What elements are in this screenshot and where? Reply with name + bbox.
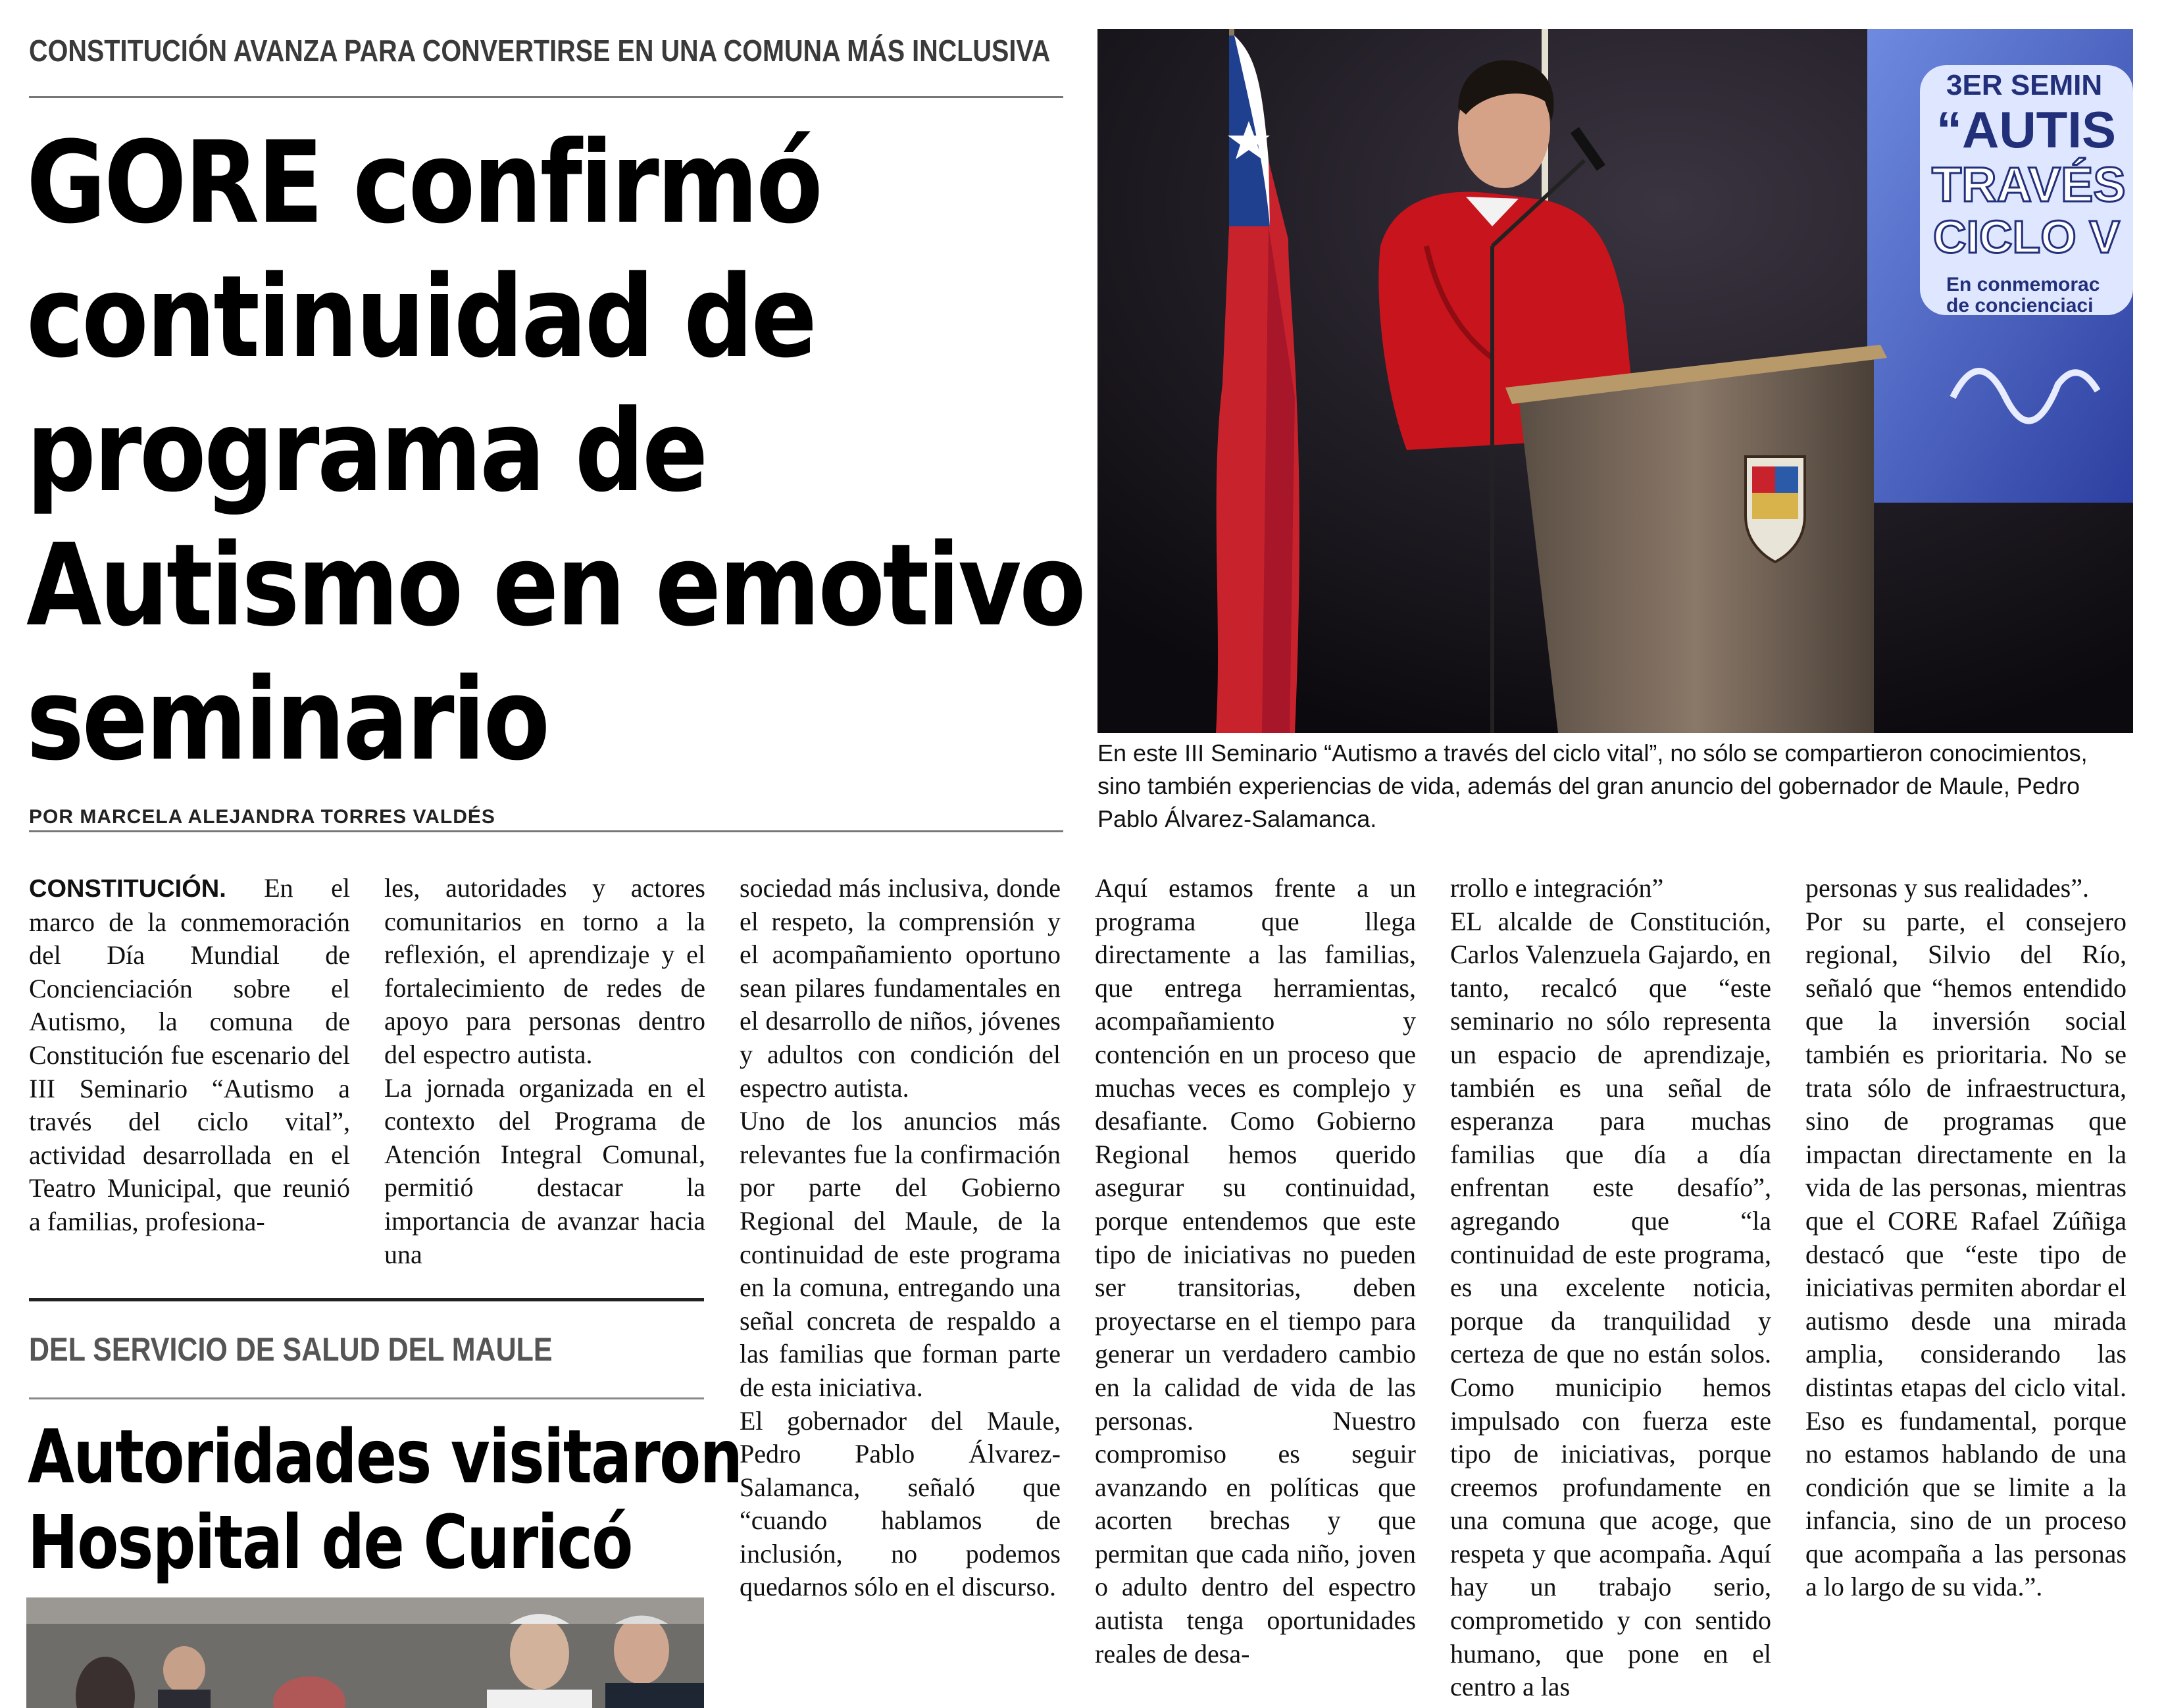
body-paragraph: La jornada organizada en el contexto del Programa de Atención Integral Comunal, permitió destacar la importancia de avanzar hacia una: [384, 1072, 705, 1269]
banner-line: CICLO V: [1933, 211, 2120, 263]
byline: POR MARCELA ALEJANDRA TORRES VALDÉS: [29, 806, 495, 828]
body-paragraph: Por su parte, el consejero regional, Silvio del Río, señaló que “hemos entendido que la inversión social también es prioritaria. No se trata sólo de infraestructura, sino de programas que impactan directamente en la vida de las personas, mientras que el CORE Rafael Zúñiga destacó que “este tipo de iniciativas permiten abordar el autismo desde una mirada amplia, considerando las distintas etapas del ciclo vital. Eso es fundamental, porque no estamos hablando de una condición que se limite a la infancia, sino de un proceso que acompaña a las personas a lo largo de su vida.”.: [1805, 906, 2127, 1602]
banner-line: En conmemorac: [1946, 274, 2100, 295]
second-article-photo: [26, 1597, 704, 1708]
body-column-3: [740, 872, 1061, 1604]
body-paragraph: sociedad más inclusiva, donde el respeto, la comprensión y el acompañamiento oportuno sean pilares fundamentales en el desarrollo de niños, jóvenes y adultos con condición del espectro autista.: [740, 873, 1061, 1103]
article-kicker: CONSTITUCIÓN AVANZA PARA CONVERTIRSE EN UNA COMUNA MÁS INCLUSIVA: [29, 34, 1051, 68]
article-headline: [26, 116, 1084, 787]
body-paragraph: El gobernador del Maule, Pedro Pablo Álvarez-Salamanca, señaló que “cuando hablamos de inclusión, no podemos quedarnos sólo en el discurso.: [740, 1405, 1061, 1602]
headline-line: GORE confirmó: [26, 116, 821, 249]
second-article-kicker: DEL SERVICIO DE SALUD DEL MAULE: [29, 1331, 553, 1368]
body-paragraph: personas y sus realidades”.: [1805, 873, 2089, 903]
headline-line: Autoridades visitaron: [28, 1415, 742, 1500]
headline-line: Autismo en emotivo: [26, 519, 1084, 651]
second-article-headline: [28, 1415, 742, 1586]
second-article-top-rule: [29, 1298, 704, 1301]
podium-image: [1505, 345, 1887, 733]
banner-line: TRAVÉS: [1932, 157, 2126, 212]
headline-line: continuidad de: [26, 251, 815, 383]
dateline: CONSTITUCIÓN.: [29, 875, 226, 903]
banner-line: “AUTIS: [1936, 101, 2116, 159]
article-photo: [1097, 29, 2133, 733]
municipal-crest-icon: [1746, 457, 1805, 562]
body-paragraph: rrollo e integración”: [1450, 873, 1664, 903]
kicker-rule: [29, 96, 1063, 98]
headline-line: programa de: [26, 385, 706, 517]
banner-line: de concienciaci: [1946, 295, 2094, 316]
body-column-4: [1095, 872, 1416, 1670]
banner-line: 3ER SEMIN: [1946, 69, 2103, 101]
byline-rule: [29, 830, 1063, 832]
body-column-5: [1450, 872, 1771, 1704]
body-column-6: [1805, 872, 2127, 1604]
paragraph-text: En el marco de la conmemoración del Día Mundial de Concienciación sobre el Autismo, la comuna de Constitución fue escenario del III Seminario “Autismo a través del ciclo vital”, actividad desarrollada en el Teatro Municipal, que reunió a familias, profesiona-: [29, 873, 350, 1236]
body-paragraph: Aquí estamos frente a un programa que llega directamente a las familias, que entrega herramientas, acompañamiento y contención en un proceso que muchas veces es complejo y desafiante. Como Gobierno Regional hemos querido asegurar su continuidad, porque entendemos que este tipo de iniciativas no pueden ser transitorias, deben proyectarse en el tiempo para generar un verdadero cambio en la calidad de vida de las personas. Nuestro compromiso es seguir avanzando en políticas que acorten brechas y que permitan que cada niño, joven o adulto dentro del espectro autista tenga oportunidades reales de desa-: [1095, 873, 1416, 1669]
body-paragraph: EL alcalde de Constitución, Carlos Valenzuela Gajardo, en tanto, recalcó que “este seminario no sólo representa un espacio de aprendizaje, también es una señal de esperanza para muchas familias que día a día enfrentan este desafío”, agregando que “la continuidad de este programa, es una excelente noticia, porque da tranquilidad y certeza de que no están solos. Como municipio hemos impulsado con fuerza este tipo de iniciativas, porque creemos profundamente en una comuna que acoge, que respeta y que acompaña. Aquí hay un trabajo serio, comprometido y con sentido humano, que pone en el centro a las: [1450, 906, 1771, 1702]
photo-caption: En este III Seminario “Autismo a través del ciclo vital”, no sólo se compartieron conocimientos, sino también experiencias de vida, además del gran anuncio del gobernador de Maule, Pedro Pablo Álvarez-Salamanca.: [1097, 740, 2088, 832]
body-paragraph: [29, 872, 350, 1239]
headline-line: seminario: [26, 653, 548, 786]
second-kicker-rule: [29, 1397, 704, 1399]
body-column-2: [384, 872, 705, 1271]
body-column-1: [29, 872, 350, 1239]
body-paragraph: les, autoridades y actores comunitarios en torno a la reflexión, el aprendizaje y el fortalecimiento de redes de apoyo para personas dentro del espectro autista.: [384, 873, 705, 1069]
headline-line: Hospital de Curicó: [28, 1500, 632, 1586]
seminar-banner: [1867, 29, 2133, 503]
body-paragraph: Uno de los anuncios más relevantes fue la confirmación por parte del Gobierno Regional del Maule, de la continuidad de este programa en la comuna, entregando una señal concreta de respaldo a las familias que forman parte de esta iniciativa.: [740, 1106, 1061, 1402]
